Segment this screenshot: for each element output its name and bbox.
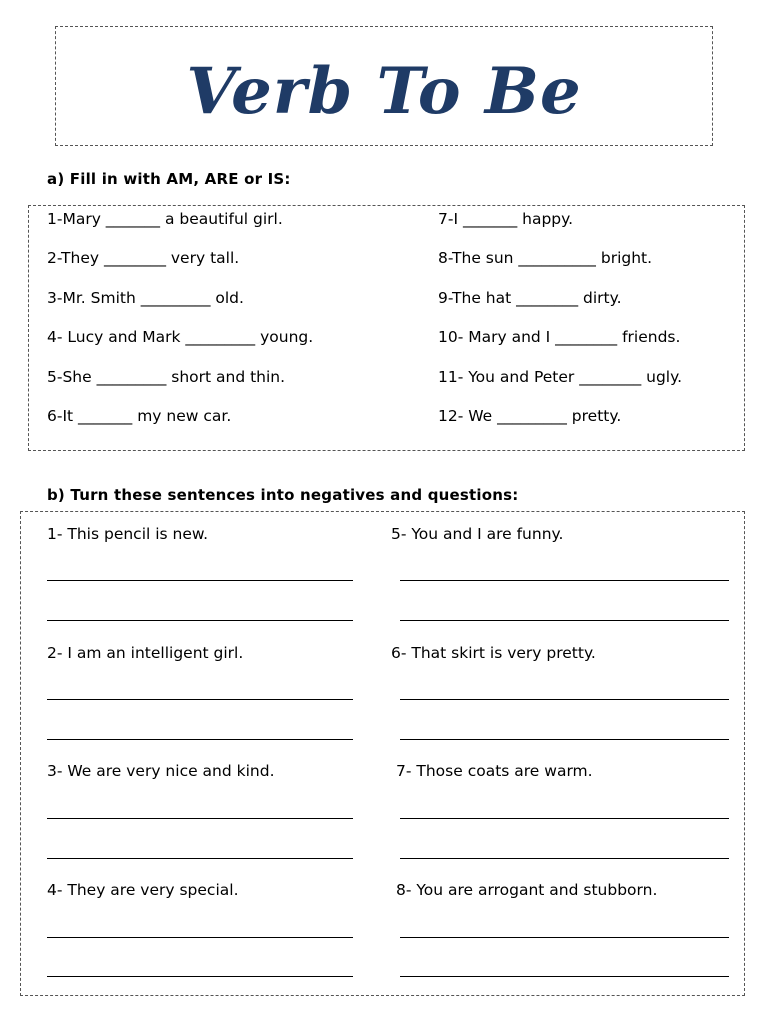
section-b-item-6: 6- That skirt is very pretty. bbox=[391, 644, 596, 662]
section-b-item-3: 3- We are very nice and kind. bbox=[47, 762, 275, 780]
answer-line[interactable] bbox=[47, 699, 353, 700]
section-a-item-9: 9-The hat ________ dirty. bbox=[438, 289, 622, 307]
section-a-item-3: 3-Mr. Smith _________ old. bbox=[47, 289, 244, 307]
answer-line[interactable] bbox=[47, 739, 353, 740]
section-a-heading: a) Fill in with AM, ARE or IS: bbox=[47, 170, 291, 188]
answer-line[interactable] bbox=[400, 699, 729, 700]
section-b-box bbox=[20, 511, 745, 996]
section-a-item-2: 2-They ________ very tall. bbox=[47, 249, 240, 267]
answer-line[interactable] bbox=[400, 976, 729, 977]
section-a-item-7: 7-I _______ happy. bbox=[438, 210, 574, 228]
answer-line[interactable] bbox=[400, 620, 729, 621]
section-b-item-5: 5- You and I are funny. bbox=[391, 525, 564, 543]
section-a-item-1: 1-Mary _______ a beautiful girl. bbox=[47, 210, 283, 228]
section-b-item-8: 8- You are arrogant and stubborn. bbox=[396, 881, 658, 899]
section-a-item-6: 6-It _______ my new car. bbox=[47, 407, 232, 425]
section-a-item-5: 5-She _________ short and thin. bbox=[47, 368, 286, 386]
section-b-item-4: 4- They are very special. bbox=[47, 881, 239, 899]
answer-line[interactable] bbox=[400, 937, 729, 938]
section-a-item-10: 10- Mary and I ________ friends. bbox=[438, 328, 681, 346]
answer-line[interactable] bbox=[47, 620, 353, 621]
section-b-item-2: 2- I am an intelligent girl. bbox=[47, 644, 244, 662]
answer-line[interactable] bbox=[47, 818, 353, 819]
title-box bbox=[55, 26, 713, 146]
answer-line[interactable] bbox=[47, 858, 353, 859]
section-b-heading: b) Turn these sentences into negatives and questions: bbox=[47, 486, 519, 504]
section-a-item-8: 8-The sun __________ bright. bbox=[438, 249, 653, 267]
section-a-item-4: 4- Lucy and Mark _________ young. bbox=[47, 328, 314, 346]
answer-line[interactable] bbox=[400, 858, 729, 859]
worksheet-title: Verb To Be bbox=[186, 54, 582, 129]
answer-line[interactable] bbox=[47, 580, 353, 581]
answer-line[interactable] bbox=[400, 818, 729, 819]
answer-line[interactable] bbox=[47, 976, 353, 977]
answer-line[interactable] bbox=[47, 937, 353, 938]
section-b-item-1: 1- This pencil is new. bbox=[47, 525, 209, 543]
answer-line[interactable] bbox=[400, 739, 729, 740]
section-a-item-12: 12- We _________ pretty. bbox=[438, 407, 622, 425]
section-b-item-7: 7- Those coats are warm. bbox=[396, 762, 593, 780]
section-a-item-11: 11- You and Peter ________ ugly. bbox=[438, 368, 683, 386]
answer-line[interactable] bbox=[400, 580, 729, 581]
